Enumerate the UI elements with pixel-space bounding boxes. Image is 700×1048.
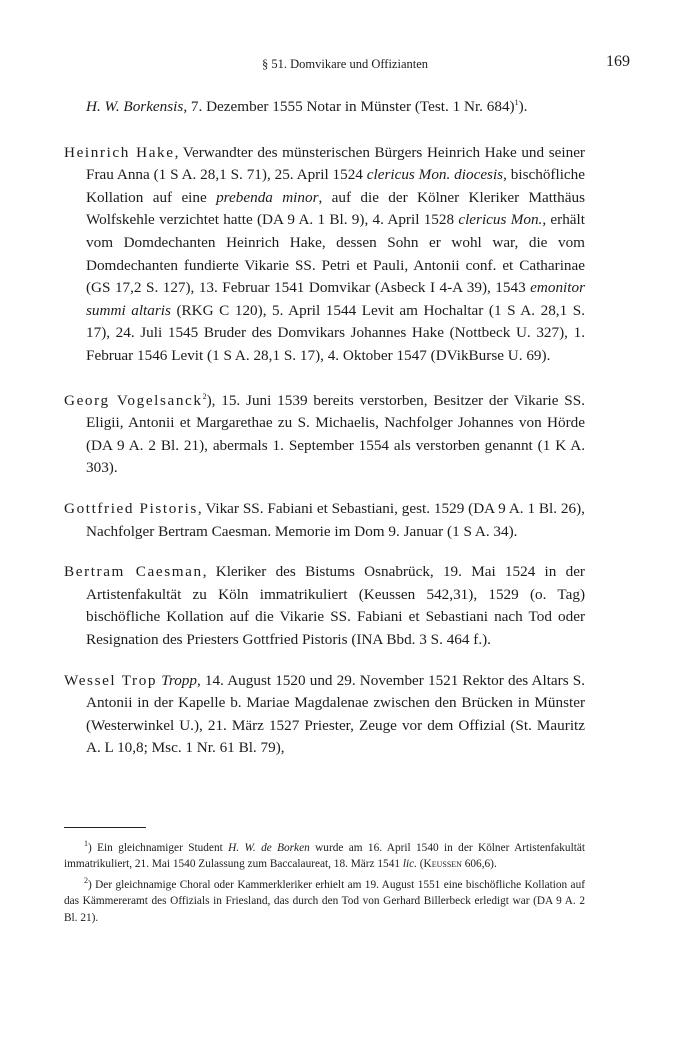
footnote-marker: 1 (84, 839, 88, 848)
entry-name: Bertram Caesman (64, 563, 203, 581)
text-run: , auf die der Kölner Kleriker Matthäus Wolfskehle verzichtet hatte (DA 9 A. 1 Bl. 9), 4. April 1528 (86, 188, 585, 229)
text-run: ). (518, 98, 528, 116)
entry-wessel-trop (64, 670, 585, 760)
page-number: 169 (606, 53, 630, 70)
footnote-2 (64, 873, 585, 927)
entry-name: Gottfried Pistoris (64, 500, 198, 518)
italic-text: emonitor summi altaris (86, 279, 585, 319)
italic-text: H. W. de Borken (228, 841, 310, 854)
text-run: Keussen (423, 858, 462, 871)
italic-text: clericus Mon. diocesis (366, 166, 504, 184)
entry-gottfried-pistoris (64, 498, 585, 543)
text-run: ) Der gleichnamige Choral oder Kammerkleriker erhielt am 19. August 1551 eine bischöfliche Kollation auf das Kämmereramt des Offizials in Friesland, das durch den Tod von Gerhard Billerbeck erledigt war (DA 9 A. 2 Bl. 21). (64, 878, 585, 924)
footnote-divider (64, 827, 146, 828)
entry-heinrich-hake (64, 142, 585, 368)
footnote-marker: 2 (84, 875, 88, 885)
main-text (64, 92, 585, 778)
footnote-marker: 1 (514, 98, 519, 107)
text-run: , Kleriker des Bistums Osnabrück, 19. Mai 1524 in der Artistenfakultät zu Köln immatrikuliert (Keussen 542,31), 1529 (o. Tag) bischöfliche Kollation auf die Vikarie SS. Fabiani et Sebastiani nach Tod oder Resignation des Priesters Gottfried Pistoris (INA Bbd. 3 S. 464 f.). (86, 563, 585, 648)
italic-text: H. W. Borkensis (86, 98, 184, 116)
text-run: , Verwandter des münsterischen Bürgers Heinrich Hake und seiner Frau Anna (1 S A. 28,1 S. 71), 25. April 1524 (86, 143, 585, 184)
text-run: 606,6). (461, 858, 497, 871)
running-header (60, 53, 630, 77)
footnotes (64, 827, 585, 927)
entry-bertram-caesman (64, 561, 585, 651)
italic-text: clericus Mon. (458, 211, 543, 229)
italic-text: prebenda minor (216, 188, 319, 206)
text-run: , 14. August 1520 und 29. November 1521 Rektor des Altars S. Antonii in der Kapelle b. Mariae Magdalenae zwischen den Brücken in Münster (Westerwinkel U.), 21. März 1527 Priester, Zeuge vor dem Offizial (St. Mauritz A. L 10,8; Msc. 1 Nr. 61 Bl. 79), (86, 671, 586, 757)
text-run: , erhält vom Domdechanten Heinrich Hake, dessen Sohn er wohl war, die vom Domdechanten fundierte Vikarie SS. Petri et Pauli, Antonii conf. et Catharinae (GS 17,2 S. 127), 13. Februar 1541 Domvikar (Asbeck I 4-A 39), 1543 (86, 211, 585, 297)
text-run: ( (416, 858, 424, 871)
text-run: ), 15. Juni 1539 bereits verstorben, Besitzer der Vikarie SS. Eligii, Antonii et Margarethae zu S. Michaelis, Nachfolger Johannes von Hörde (DA 9 A. 2 Bl. 21), abermals 1. September 1554 als verstorben genannt (1 K A. 303). (86, 391, 585, 477)
entry-continuation (64, 92, 585, 119)
text-run: , 7. Dezember 1555 Notar in Münster (Test. 1 Nr. 684) (183, 98, 515, 116)
italic-text: Tropp (161, 671, 197, 689)
header-title: § 51. Domvikare und Offizianten (261, 57, 429, 71)
text-run: wurde am 16. April 1540 in der Kölner Artistenfakultät immatrikuliert, 21. Mai 1540 Zulassung zum Baccalaureat, 18. März 1541 (64, 841, 586, 871)
entry-name: Georg Vogelsanck (64, 391, 203, 409)
footnote-1 (64, 836, 585, 873)
text-run: , bischöfliche Kollation auf eine (86, 166, 585, 206)
footnote-marker: 2 (202, 391, 207, 401)
entry-name: Wessel Trop (64, 671, 158, 689)
text-run: (RKG C 120), 5. April 1544 Levit am Hochaltar (1 S A. 28,1 S. 17), 24. Juli 1545 Bruder des Domvikars Johannes Hake (Nottbeck U. 327), 1. Februar 1546 Levit (1 S A. 28,1 S. 17), 4. Oktober 1547 (DVikBurse U. 69). (86, 301, 586, 364)
text-run: , Vikar SS. Fabiani et Sebastiani, gest. 1529 (DA 9 A. 1 Bl. 26), Nachfolger Bertram Caesman. Memorie im Dom 9. Januar (1 S A. 34). (86, 500, 585, 540)
entry-name: Heinrich Hake (64, 143, 175, 161)
text-run: ) Ein gleichnamiger Student (88, 841, 229, 854)
italic-text: lic. (402, 858, 417, 871)
entry-georg-vogelsanck (64, 386, 585, 480)
